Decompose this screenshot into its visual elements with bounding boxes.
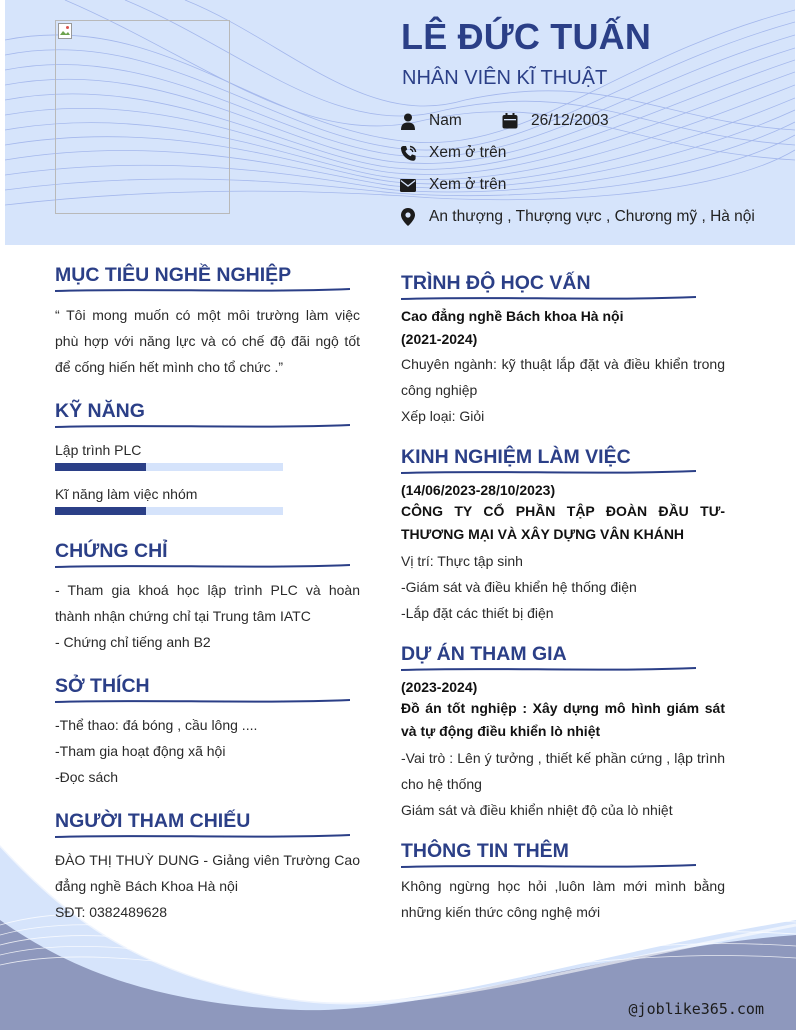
reference-person: ĐÀO THỊ THUỲ DUNG - Giảng viên Trường Cao đẳng nghề Bách Khoa Hà nội bbox=[55, 852, 360, 894]
gender-value: Nam bbox=[429, 112, 462, 129]
objective-text: “ Tôi mong muốn có một môi trường làm việc phù hợp với năng lực và có chế độ đãi ngộ tốt để cống hiến hết mình cho tổ chức .” bbox=[55, 307, 360, 375]
skills-underline bbox=[55, 422, 350, 430]
phone-value: Xem ở trên bbox=[429, 144, 507, 161]
hobby-item-1: -Thể thao: đá bóng , cầu lông .... bbox=[55, 717, 258, 733]
experience-position: Vị trí: Thực tập sinh bbox=[401, 553, 523, 569]
education-period: (2021-2024) bbox=[401, 331, 478, 347]
education-title: TRÌNH ĐỘ HỌC VẤN bbox=[401, 272, 591, 294]
references-underline bbox=[55, 832, 350, 840]
gender-row bbox=[399, 112, 462, 130]
project-name: Đồ án tốt nghiệp : Xây dựng mô hình giám sát và tự động điều khiển lò nhiệt bbox=[401, 700, 725, 739]
certificate-item-2: - Chứng chỉ tiếng anh B2 bbox=[55, 634, 211, 650]
certificates-title: CHỨNG CHỈ bbox=[55, 540, 168, 562]
education-major: Chuyên ngành: kỹ thuật lắp đặt và điều khiển trong công nghiệp bbox=[401, 356, 725, 398]
objective-underline bbox=[55, 286, 350, 294]
broken-image-icon bbox=[58, 23, 72, 39]
calendar-icon bbox=[501, 112, 519, 130]
project-period: (2023-2024) bbox=[401, 679, 478, 695]
address-value: An thượng , Thượng vực , Chương mỹ , Hà nội bbox=[429, 208, 755, 225]
hobby-item-2: -Tham gia hoạt động xã hội bbox=[55, 743, 226, 759]
candidate-name: LÊ ĐỨC TUẤN bbox=[401, 16, 652, 57]
hobbies-title: SỞ THÍCH bbox=[55, 675, 150, 697]
job-title: NHÂN VIÊN KĨ THUẬT bbox=[402, 67, 608, 89]
skill-bar-teamwork bbox=[55, 507, 283, 515]
hobbies-underline bbox=[55, 697, 350, 705]
projects-underline bbox=[401, 665, 696, 673]
education-school: Cao đẳng nghề Bách khoa Hà nội bbox=[401, 308, 624, 324]
birthday-value: 26/12/2003 bbox=[531, 112, 609, 129]
experience-task-1: -Giám sát và điều khiển hệ thống điện bbox=[401, 579, 637, 595]
experience-company: CÔNG TY CỔ PHẦN TẬP ĐOÀN ĐẦU TƯ-THƯƠNG MẠI VÀ XÂY DỰNG VÂN KHÁNH bbox=[401, 503, 725, 542]
project-role: -Vai trò : Lên ý tưởng , thiết kế phần cứng , lập trình cho hệ thống bbox=[401, 750, 725, 792]
skill-fill-plc bbox=[55, 463, 146, 471]
skills-title: KỸ NĂNG bbox=[55, 400, 145, 422]
experience-underline bbox=[401, 468, 696, 476]
education-grade: Xếp loại: Giỏi bbox=[401, 408, 485, 424]
skill-label-teamwork: Kĩ năng làm việc nhóm bbox=[55, 486, 198, 502]
education-underline bbox=[401, 294, 696, 302]
skill-fill-teamwork bbox=[55, 507, 146, 515]
certificates-underline bbox=[55, 562, 350, 570]
projects-title: DỰ ÁN THAM GIA bbox=[401, 643, 567, 665]
map-pin-icon bbox=[399, 208, 417, 226]
birthday-row bbox=[501, 112, 609, 130]
reference-phone: SĐT: 0382489628 bbox=[55, 904, 168, 920]
experience-title: KINH NGHIỆM LÀM VIỆC bbox=[401, 446, 631, 468]
phone-row bbox=[399, 144, 506, 162]
extra-title: THÔNG TIN THÊM bbox=[401, 840, 569, 862]
watermark: @joblike365.com bbox=[628, 1000, 764, 1018]
experience-task-2: -Lắp đặt các thiết bị điện bbox=[401, 605, 554, 621]
objective-title: MỤC TIÊU NGHỀ NGHIỆP bbox=[55, 264, 292, 286]
address-row bbox=[399, 208, 755, 226]
email-value: Xem ở trên bbox=[429, 176, 507, 193]
skill-label-plc: Lập trình PLC bbox=[55, 442, 142, 458]
envelope-icon bbox=[399, 176, 417, 194]
skill-bar-plc bbox=[55, 463, 283, 471]
email-row bbox=[399, 176, 506, 194]
references-title: NGƯỜI THAM CHIẾU bbox=[55, 810, 251, 832]
profile-photo bbox=[55, 20, 230, 214]
extra-underline bbox=[401, 862, 696, 870]
certificate-item-1: - Tham gia khoá học lập trình PLC và hoàn thành nhận chứng chỉ tại Trung tâm IATC bbox=[55, 582, 360, 624]
experience-period: (14/06/2023-28/10/2023) bbox=[401, 482, 556, 498]
user-icon bbox=[399, 112, 417, 130]
extra-text: Không ngừng học hỏi ,luôn làm mới mình bằng những kiến thức công nghệ mới bbox=[401, 878, 725, 920]
hobby-item-3: -Đọc sách bbox=[55, 769, 119, 785]
phone-icon bbox=[399, 144, 417, 162]
project-detail: Giám sát và điều khiển nhiệt độ của lò nhiệt bbox=[401, 802, 673, 818]
